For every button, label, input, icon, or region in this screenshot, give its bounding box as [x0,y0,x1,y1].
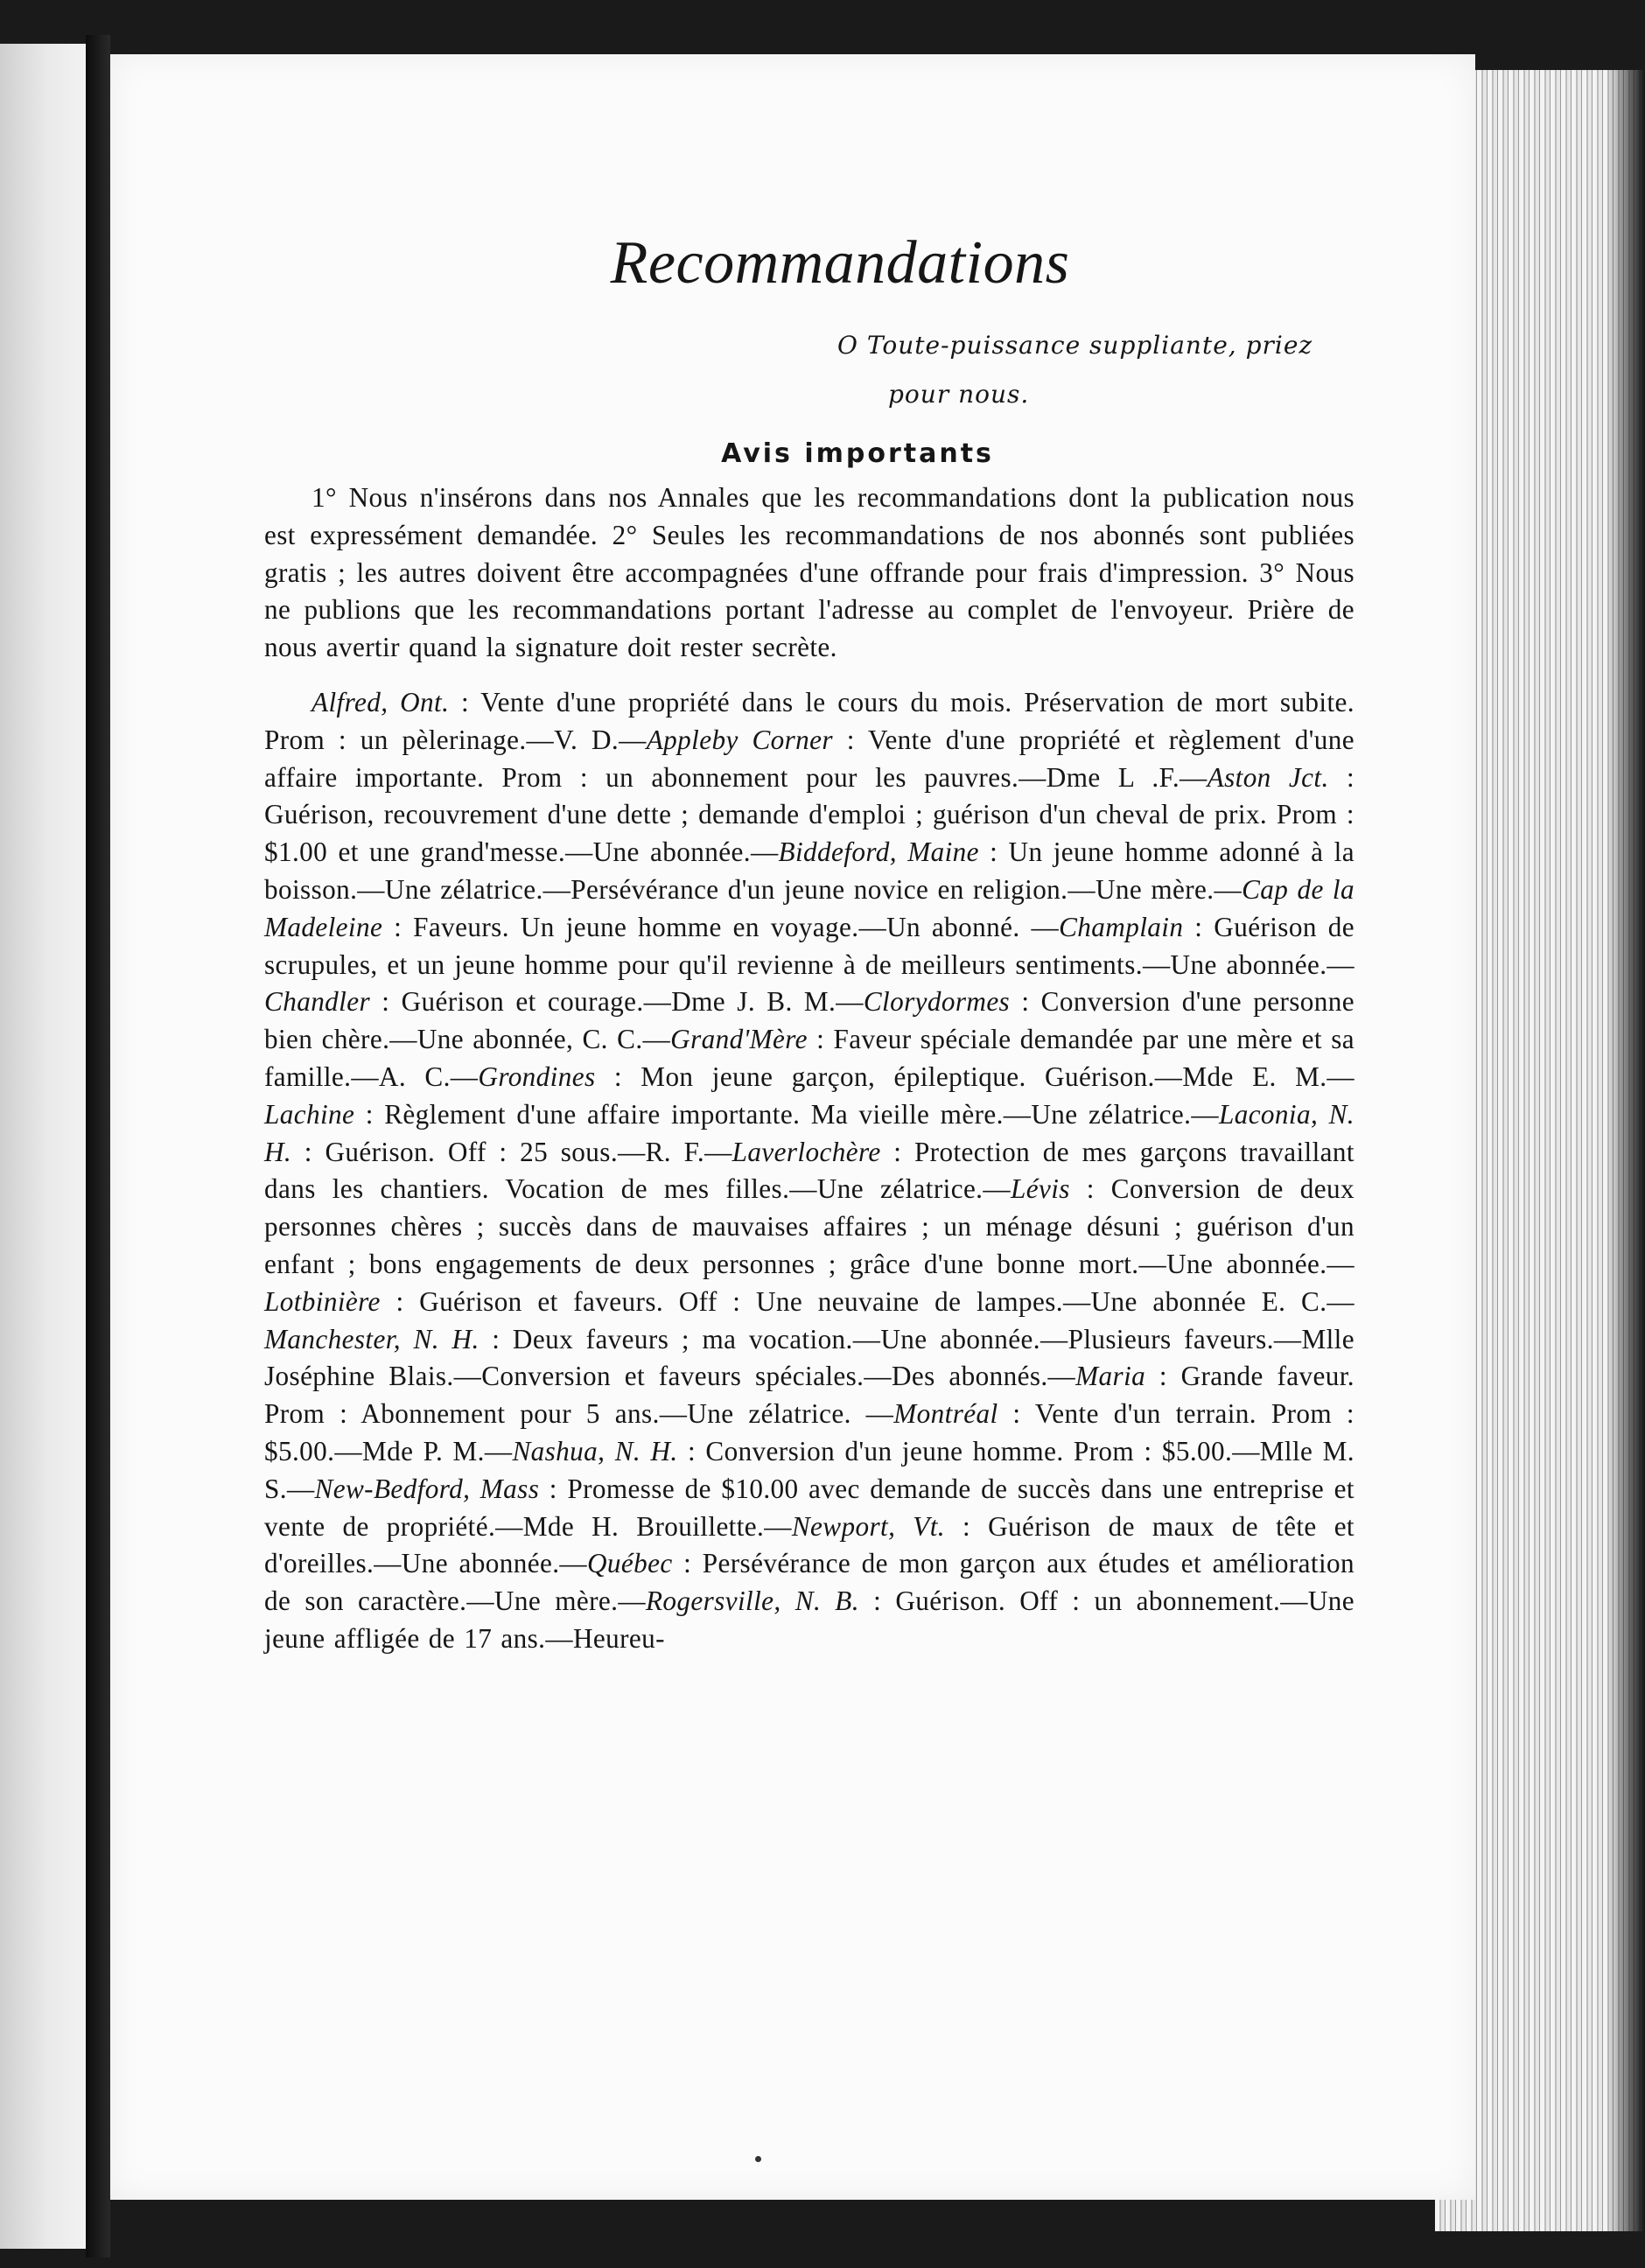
entry-place: Alfred, Ont. [312,686,450,718]
entry-text: : Guérison. Off : 25 sous.—R. F.— [291,1136,732,1167]
entry-place: Grondines [478,1060,596,1092]
entry-place: Laconia, N. H. [264,1098,1354,1167]
entry-place: New-Bedford, Mass [314,1473,540,1504]
page-title: Recommandations [610,229,1070,297]
entry-text: : Vente d'une propriété et règlement d'une affaire importante. Prom : un abonnement pour les pauvres.—Dme L .F.— [264,724,1355,793]
entry-text: : Faveur spéciale demandée par une mère et sa famille.—A. C.— [264,1024,1354,1092]
entry-place: Champlain [1059,911,1184,942]
entry-text: : Guérison et courage.—Dme J. B. M.— [370,986,864,1018]
page-folio-mark [755,2156,761,2162]
entry-text: : Grande faveur. Prom : Abonnement pour 5 ans.—Une zélatrice. — [264,1361,1355,1430]
recommendations-list [264,684,1354,1658]
notice-heading: Avis importants [721,438,994,469]
entry-text: : Promesse de $10.00 avec demande de succès dans une entreprise et vente de propriété.—Mde H. Brouillette.— [264,1473,1354,1542]
notice-paragraph: 1° Nous n'insérons dans nos Annales que les recommandations dont la publication nous est expressément demandée. 2° Seules les recommandations de nos abonnés sont publiées gratis ; les autres doivent être accompagnées d'une offrande pour frais d'impression. 3° Nous ne publions que les recommandations portant l'adresse au complet de l'envoyeur. Prière de nous avertir quand la signature doit rester secrète. [264,482,1354,663]
entry-place: Manchester, N. H. [264,1323,480,1354]
entry-text: : Guérison et faveurs. Off : Une neuvaine de lampes.—Une abonnée E. C.— [380,1285,1354,1317]
entry-place: Lachine [264,1098,355,1130]
entry-place: Laverlochère [732,1136,881,1167]
entry-place: Chandler [264,986,371,1018]
entry-text: : Vente d'un terrain. Prom : $5.00.—Mde P. M.— [264,1398,1354,1466]
entry-place: Grand'Mère [670,1024,808,1055]
entry-place: Lotbinière [264,1285,381,1317]
entry-text: : Conversion d'un jeune homme. Prom : $5.00.—Mlle M. S.— [264,1435,1354,1504]
entry-place: Biddeford, Maine [778,836,979,868]
entry-text: : Guérison, recouvrement d'une dette ; demande d'emploi ; guérison d'un cheval de prix. Prom : $1.00 et une grand'messe.—Une abonnée.— [264,761,1355,868]
entry-place: Cap de la Madeleine [264,873,1354,942]
entry-text: : Deux faveurs ; ma vocation.—Une abonnée.—Plusieurs faveurs.—Mlle Joséphine Blais.—Conversion et faveurs spéciales.—Des abonnés.— [264,1323,1354,1392]
entry-place: Montréal [893,1398,998,1430]
entry-place: Rogersville, N. B. [645,1586,859,1617]
entry-place: Québec [586,1548,673,1579]
book-gutter [86,35,110,2258]
entry-place: Maria [1075,1361,1146,1392]
entry-place: Nashua, N. H. [512,1435,678,1466]
entry-place: Clorydormes [863,986,1011,1018]
invocation-line-2: pour nous. [888,380,1030,409]
entry-text: : Persévérance de mon garçon aux études et amélioration de son caractère.—Une mère.— [264,1548,1354,1617]
page-content [264,229,1354,1658]
entry-place: Lévis [1010,1173,1070,1205]
book-page [110,54,1475,2200]
entry-text: : Guérison de scrupules, et un jeune homme pour qu'il revienne à de meilleurs sentiments.—Une abonnée.— [264,911,1354,980]
entry-text: : Guérison. Off : un abonnement.—Une jeune affligée de 17 ans.—Heureu- [264,1586,1354,1654]
invocation [837,321,1354,419]
entry-place: Newport, Vt. [791,1510,946,1542]
entry-text: : Mon jeune garçon, épileptique. Guérison.—Mde E. M.— [595,1060,1354,1092]
entry-text: : Règlement d'une affaire importante. Ma vieille mère.—Une zélatrice.— [354,1098,1219,1130]
left-page-edge [0,44,86,2249]
entry-text: : Faveurs. Un jeune homme en voyage.—Un abonné. — [382,911,1060,942]
entry-text: : Un jeune homme adonné à la boisson.—Une zélatrice.—Persévérance d'un jeune novice en religion.—Une mère.— [264,836,1354,905]
entry-text: : Conversion d'une personne bien chère.—Une abonnée, C. C.— [264,986,1354,1055]
entry-text: : Conversion de deux personnes chères ; succès dans de mauvaises affaires ; un ménage désuni ; guérison d'un enfant ; bons engagements de deux personnes ; grâce d'une bonne mort.—Une abonnée.— [264,1173,1354,1279]
entry-place: Appleby Corner [646,724,833,755]
entry-text: : Protection de mes garçons travaillant dans les chantiers. Vocation de mes filles.—Une zélatrice.— [264,1136,1354,1205]
entry-place: Aston Jct. [1207,761,1329,793]
entry-text: : Vente d'une propriété dans le cours du mois. Préservation de mort subite. Prom : un pèlerinage.—V. D.— [264,686,1354,755]
entry-text: : Guérison de maux de tête et d'oreilles.—Une abonnée.— [264,1510,1354,1579]
invocation-line-1: O Toute-puissance suppliante, priez [837,331,1313,360]
